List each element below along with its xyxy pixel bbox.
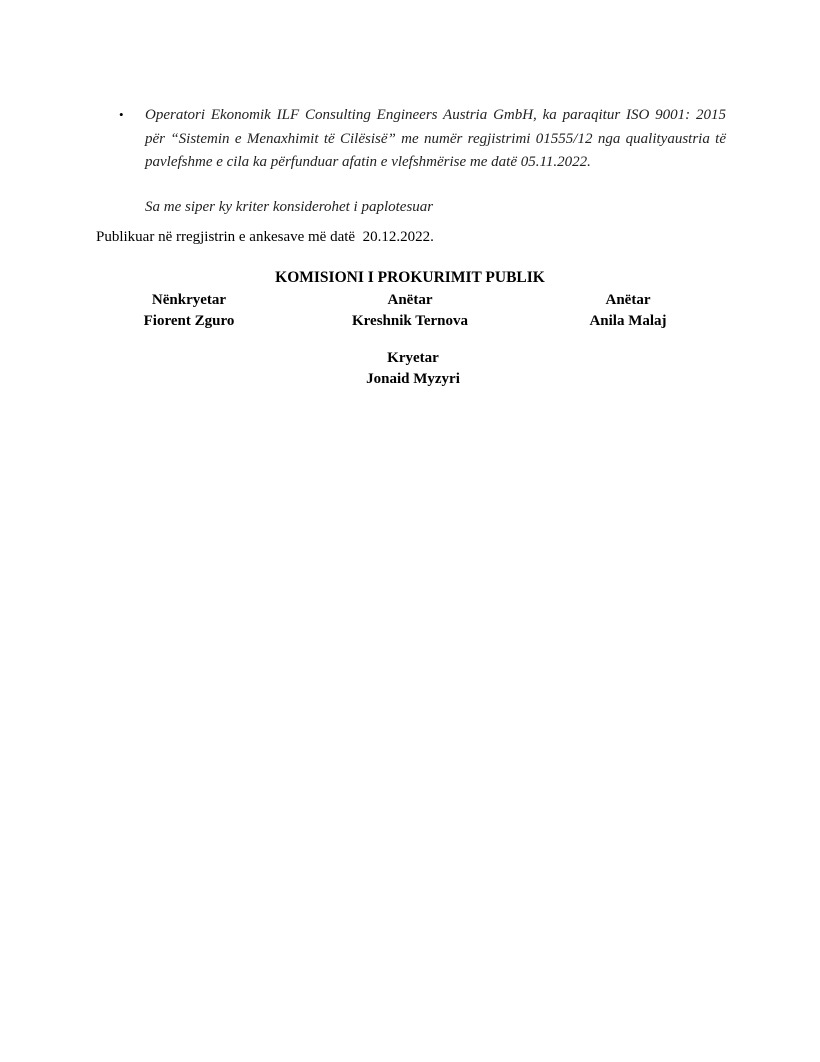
criterion-note: Sa me siper ky kriter konsiderohet i paplotesuar xyxy=(145,199,434,215)
chair-role: Kryetar xyxy=(387,350,439,366)
member-vice-chair xyxy=(79,290,299,332)
commission-title: KOMISIONI I PROKURIMIT PUBLIK xyxy=(275,269,545,286)
member-2 xyxy=(518,290,738,332)
bullet-list-item xyxy=(119,104,726,175)
bullet-marker: • xyxy=(119,107,124,122)
bullet-text: Operatori Ekonomik ILF Consulting Engineers Austria GmbH, ka paraqitur ISO 9001: 2015 për “Sistemin e Menaxhimit të Cilësisë” me numër regjistrimi 01555/12 nga qualityaustria të pavlefshme e cila ka përfunduar afatin e vlefshmërise me datë 05.11.2022. xyxy=(145,107,726,170)
commission-chair xyxy=(303,348,523,390)
member-role: Anëtar xyxy=(387,292,433,308)
member-name: Kreshnik Ternova xyxy=(351,313,468,329)
member-1 xyxy=(300,290,520,332)
member-name: Fiorent Zguro xyxy=(143,313,235,329)
member-role: Nënkryetar xyxy=(151,292,227,308)
member-name: Anila Malaj xyxy=(589,313,667,329)
member-role: Anëtar xyxy=(605,292,651,308)
publication-statement: Publikuar në rregjistrin e ankesave më datë 20.12.2022. xyxy=(96,229,434,245)
chair-name: Jonaid Myzyri xyxy=(366,371,460,387)
